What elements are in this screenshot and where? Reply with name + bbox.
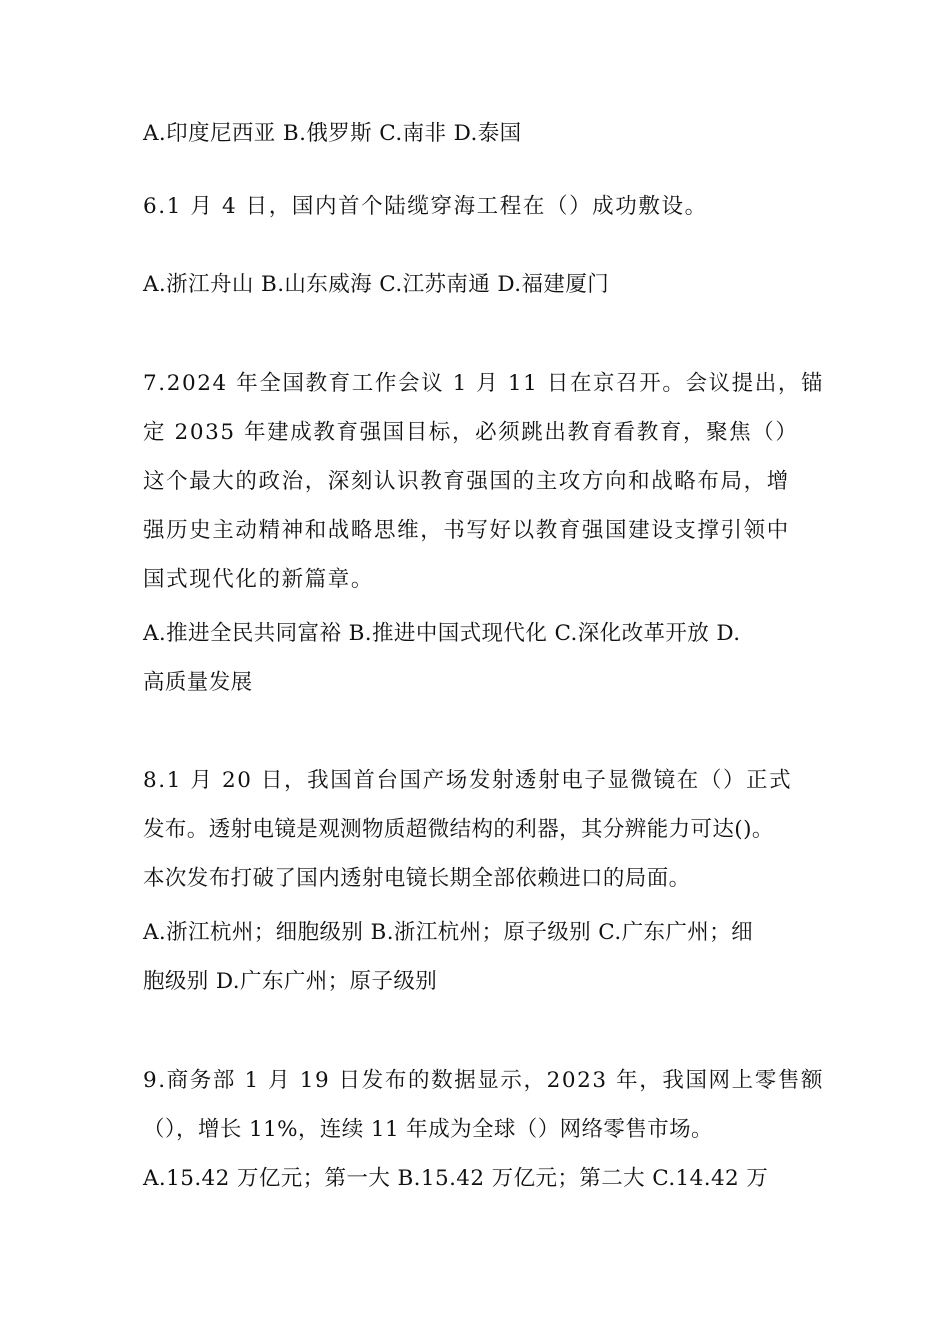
q7-options-line-1: A.推进全民共同富裕 B.推进中国式现代化 C.深化改革开放 D. — [143, 621, 741, 646]
q7-stem-line-5: 国式现代化的新篇章。 — [143, 567, 375, 592]
q7-stem-line-3: 这个最大的政治，深刻认识教育强国的主攻方向和战略布局，增 — [143, 469, 790, 494]
q9-stem-line-2: （），增长 11%，连续 11 年成为全球（）网络零售市场。 — [143, 1117, 713, 1142]
q5-options: A.印度尼西亚 B.俄罗斯 C.南非 D.泰国 — [143, 121, 522, 146]
q8-stem-line-2: 发布。透射电镜是观测物质超微结构的利器，其分辨能力可达()。 — [143, 817, 774, 842]
q9-options-line-1: A.15.42 万亿元；第一大 B.15.42 万亿元；第二大 C.14.42 万 — [143, 1166, 769, 1191]
q7-stem-line-1: 7.2024 年全国教育工作会议 1 月 11 日在京召开。会议提出，锚 — [143, 371, 825, 396]
q7-stem-line-4: 强历史主动精神和战略思维，书写好以教育强国建设支撑引领中 — [143, 518, 790, 543]
q8-options-line-1: A.浙江杭州；细胞级别 B.浙江杭州；原子级别 C.广东广州；细 — [143, 920, 753, 945]
q9-stem-line-1: 9.商务部 1 月 19 日发布的数据显示，2023 年，我国网上零售额 — [143, 1068, 825, 1093]
q8-options-line-2: 胞级别 D.广东广州；原子级别 — [143, 969, 438, 994]
q8-stem-line-1: 8.1 月 20 日，我国首台国产场发射透射电子显微镜在（）正式 — [143, 768, 793, 793]
q7-options-line-2: 高质量发展 — [143, 670, 253, 695]
q8-stem-line-3: 本次发布打破了国内透射电镜长期全部依赖进口的局面。 — [143, 866, 691, 891]
q7-stem-line-2: 定 2035 年建成教育强国目标，必须跳出教育看教育，聚焦（） — [143, 420, 799, 445]
q6-stem: 6.1 月 4 日，国内首个陆缆穿海工程在（）成功敷设。 — [143, 194, 708, 219]
q6-options: A.浙江舟山 B.山东威海 C.江苏南通 D.福建厦门 — [143, 272, 610, 297]
